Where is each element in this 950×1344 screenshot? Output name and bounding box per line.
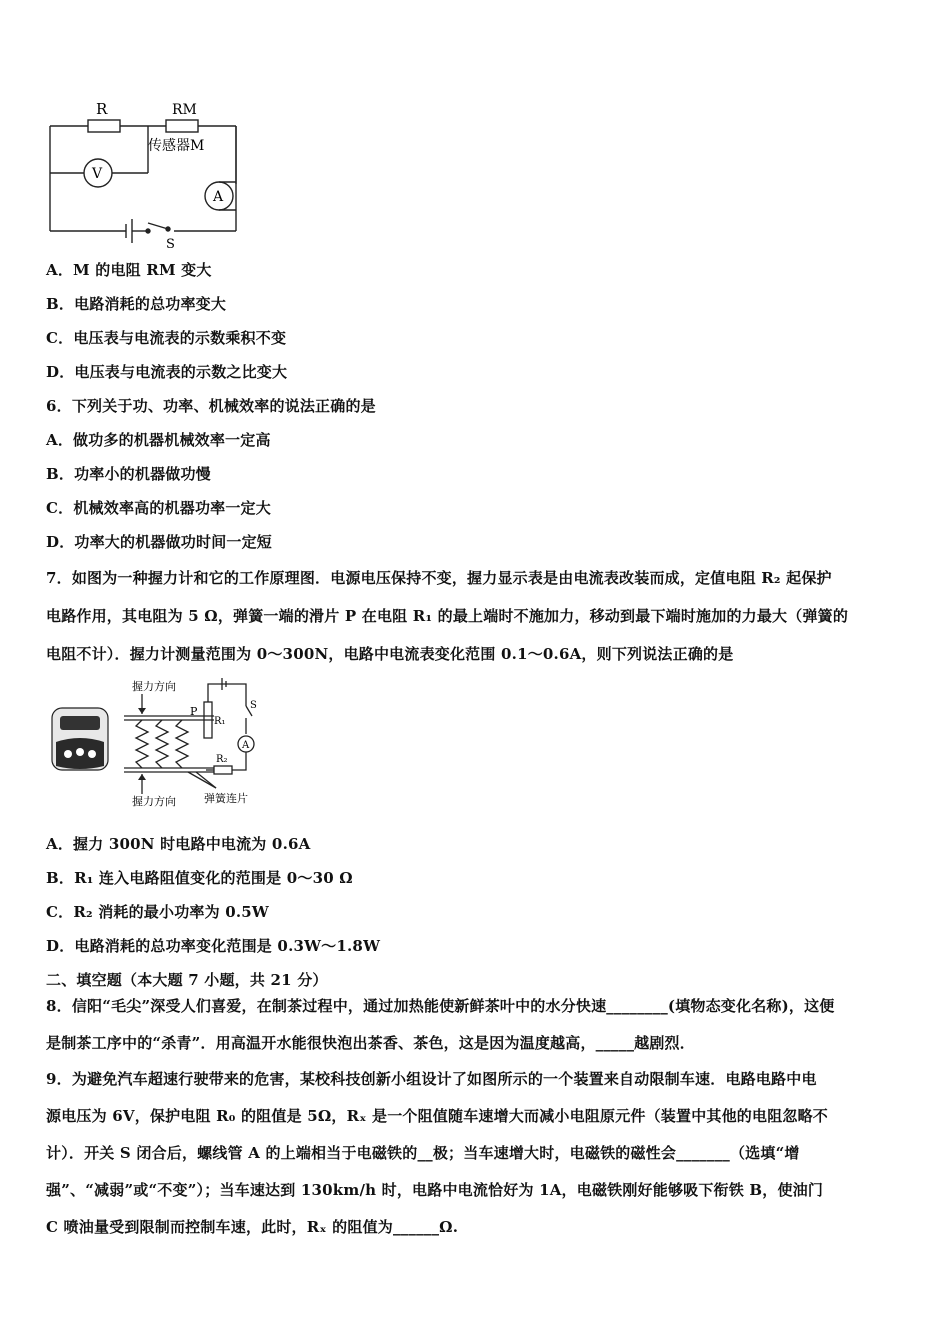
section-2-title: 二、填空题（本大题 7 小题，共 21 分） (46, 971, 328, 989)
label-sensor-M: 传感器M (148, 138, 205, 154)
label-bottom-direction: 握力方向 (132, 795, 176, 808)
q7-option-b: B．R₁ 连入电路阻值变化的范围是 0～30 Ω (46, 869, 353, 887)
q7-stem-line-2: 电路作用，其电阻为 5 Ω，弹簧一端的滑片 P 在电阻 R₁ 的最上端时不施加力，移动到最下端时施加的力最大（弹簧的 (46, 607, 849, 625)
q7-stem-line-1: 7．如图为一种握力计和它的工作原理图．电源电压保持不变，握力显示表是由电流表改装而成，定值电阻 R₂ 起保护 (46, 569, 832, 587)
label-P: P (190, 705, 198, 718)
q5-option-b: B．电路消耗的总功率变大 (46, 295, 227, 313)
label-R: R (96, 100, 108, 118)
label-R1: R₁ (214, 716, 226, 727)
q5-option-c: C．电压表与电流表的示数乘积不变 (46, 329, 287, 347)
q8-line-1: 8．信阳“毛尖”深受人们喜爱，在制茶过程中，通过加热能使新鲜茶叶中的水分快速________(填物态变化名称)，这便 (46, 997, 835, 1015)
q6-stem: 6．下列关于功、功率、机械效率的说法正确的是 (46, 397, 376, 415)
grip-dynamometer-figure (46, 672, 266, 808)
label-V: V (92, 166, 103, 182)
q7-option-a: A．握力 300N 时电路中电流为 0.6A (46, 835, 311, 853)
q9-line-2: 源电压为 6V，保护电阻 R₀ 的阻值是 5Ω，Rₓ 是一个阻值随车速增大而减小电阻原元件（装置中其他的电阻忽略不 (46, 1107, 829, 1125)
resistor-R (88, 120, 120, 132)
q7-option-c: C．R₂ 消耗的最小功率为 0.5W (46, 903, 269, 921)
label-spring-plate: 弹簧连片 (204, 792, 248, 805)
q6-option-d: D．功率大的机器做功时间一定短 (46, 533, 273, 551)
q6-option-c: C．机械效率高的机器功率一定大 (46, 499, 271, 517)
q9-line-1: 9．为避免汽车超速行驶带来的危害，某校科技创新小组设计了如图所示的一个装置来自动限制车速．电路电路中电 (46, 1070, 817, 1088)
grip-circuit-diagram (46, 672, 266, 808)
q5-option-a: A．M 的电阻 RM 变大 (46, 261, 212, 279)
q7-option-d: D．电路消耗的总功率变化范围是 0.3W～1.8W (46, 937, 381, 955)
q9-line-3: 计）．开关 S 闭合后，螺线管 A 的上端相当于电磁铁的__极；当车速增大时，电磁铁的磁性会_______（选填“增 (46, 1144, 800, 1162)
grip-device-picture (52, 708, 108, 770)
label-RM: RM (172, 102, 197, 118)
label-top-direction: 握力方向 (132, 680, 176, 693)
resistor-RM (166, 120, 198, 132)
label-A: A (242, 740, 250, 751)
circuit-figure-sensor (44, 96, 244, 256)
q7-stem-line-3: 电阻不计）．握力计测量范围为 0～300N，电路中电流表变化范围 0.1～0.6A，则下列说法正确的是 (46, 645, 734, 663)
q6-option-b: B．功率小的机器做功慢 (46, 465, 211, 483)
q8-line-2: 是制茶工序中的“杀青”．用高温开水能很快泡出茶香、茶色，这是因为温度越高，_____越剧烈． (46, 1034, 695, 1052)
circuit-diagram-1 (44, 96, 244, 256)
label-S: S (250, 700, 257, 711)
label-R2: R₂ (216, 754, 228, 765)
q9-line-5: C 喷油量受到限制而控制车速，此时，Rₓ 的阻值为______Ω. (46, 1218, 459, 1236)
q9-line-4: 强”、“减弱”或“不变”）；当车速达到 130km/h 时，电路中电流恰好为 1A，电磁铁刚好能够吸下衔铁 B，使油门 (46, 1181, 824, 1199)
label-S: S (166, 237, 175, 252)
label-A: A (213, 189, 224, 205)
q6-option-a: A．做功多的机器机械效率一定高 (46, 431, 271, 449)
q5-option-d: D．电压表与电流表的示数之比变大 (46, 363, 288, 381)
